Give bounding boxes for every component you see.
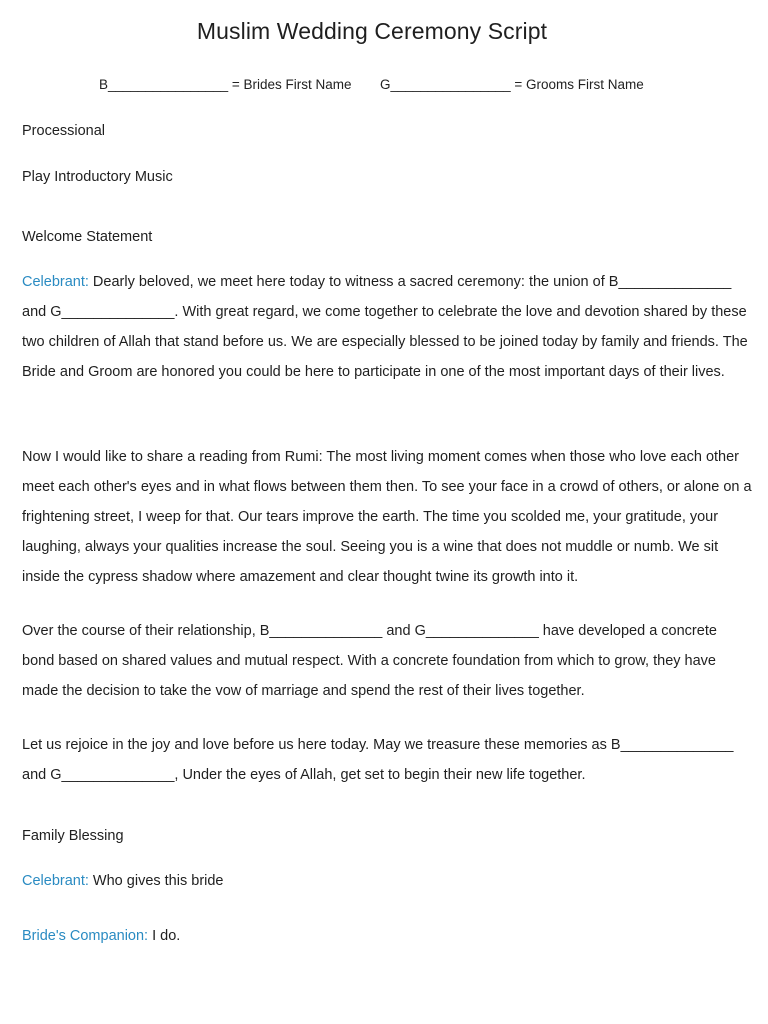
heading-family-blessing: Family Blessing xyxy=(22,828,124,844)
document-title: Muslim Wedding Ceremony Script xyxy=(196,18,548,44)
groom-name-legend: G________________ = Grooms First Name xyxy=(380,77,644,92)
heading-welcome-statement: Welcome Statement xyxy=(22,229,153,245)
heading-processional: Processional xyxy=(22,123,106,139)
blessing-question-text: Who gives this bride xyxy=(88,873,224,889)
rumi-reading-paragraph: Now I would like to share a reading from Rumi: The most living moment comes when those who love each other meet each other's eyes and in what flows between them then. To see your face in a crowd of others, or alone on a frightening street, I weep for that. Our tears improve the earth. The time you scolded me, your gratitude, your laughing, always your qualities increase the soul. Seeing you is a wine that does not muddle or numb. We sit inside the cypress shadow where amazement and clear thought twine its growth into it. xyxy=(22,449,752,585)
blessing-answer xyxy=(22,928,180,944)
welcome-paragraph xyxy=(22,267,752,387)
welcome-text: Dearly beloved, we meet here today to witness a sacred ceremony: the union of B______________ and G______________. With great regard, we come together to celebrate the love and devotion shared by these two children of Allah that stand before us. We are especially blessed to be joined today by family and friends. The Bride and Groom are honored you could be here to participate in one of the most important days of their lives. xyxy=(22,274,748,380)
heading-introductory-music: Play Introductory Music xyxy=(22,169,173,185)
relationship-paragraph: Over the course of their relationship, B______________ and G______________ have developed a concrete bond based on shared values and mutual respect. With a concrete foundation from which to grow, they have made the decision to take the vow of marriage and spend the rest of their lives together. xyxy=(22,623,717,699)
speaker-label-celebrant: Celebrant: xyxy=(22,873,89,889)
rejoice-paragraph: Let us rejoice in the joy and love before us here today. May we treasure these memories as B______________ and G______________, Under the eyes of Allah, get set to begin their new life together. xyxy=(22,737,734,783)
blessing-answer-text: I do. xyxy=(148,928,181,944)
blessing-question xyxy=(22,873,224,889)
speaker-label-celebrant: Celebrant: xyxy=(22,274,89,290)
bride-name-legend: B________________ = Brides First Name xyxy=(99,77,352,92)
speaker-label-brides-companion: Bride's Companion: xyxy=(22,928,149,944)
